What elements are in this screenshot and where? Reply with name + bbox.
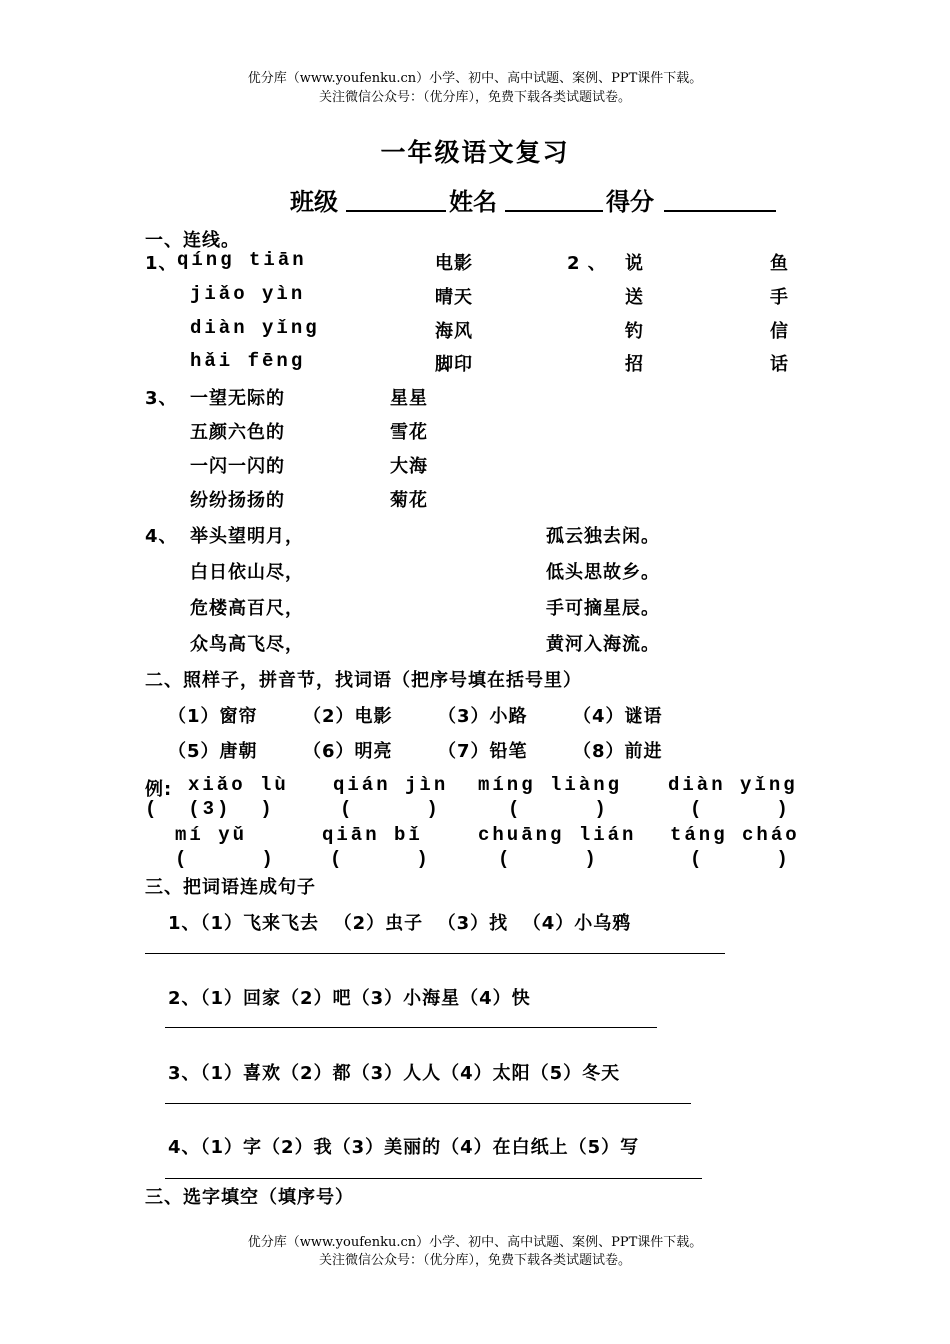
q2-right: 话: [770, 354, 789, 375]
answer-bracket[interactable]: ( ): [340, 798, 441, 820]
sentence-item: 4、（1）字（2）我（3）美丽的（4）在白纸上（5）写: [168, 1137, 640, 1158]
q4-number: 4、: [145, 526, 178, 547]
q3-right: 星星: [390, 388, 428, 409]
q1-word: 海风: [435, 321, 473, 342]
word-option: （1）窗帘: [168, 706, 258, 727]
name-label: 姓名: [449, 188, 497, 216]
q3-left: 一望无际的: [190, 388, 285, 409]
q2-left: 送: [625, 287, 644, 308]
q2-left: 招: [625, 354, 644, 375]
answer-line[interactable]: [165, 1178, 702, 1179]
q3-right: 菊花: [390, 490, 428, 511]
q1-number: 1、: [145, 253, 178, 274]
answer-bracket[interactable]: ( ): [690, 798, 791, 820]
class-label: 班级: [290, 188, 338, 216]
answer-bracket[interactable]: ( ): [690, 848, 791, 870]
pinyin-item: mí yǔ: [175, 824, 248, 846]
answer-bracket[interactable]: ( ): [508, 798, 609, 820]
score-label: 得分: [606, 188, 654, 216]
q4-right: 黄河入海流。: [546, 634, 660, 655]
class-blank[interactable]: [346, 210, 446, 212]
answer-bracket[interactable]: ( ): [498, 848, 599, 870]
section2-heading: 二、照样子，拼音节，找词语（把序号填在括号里）: [145, 670, 582, 691]
page-footer-line1: 优分库（www.youfenku.cn）小学、初中、高中试题、案例、PPT课件下载。: [247, 1235, 703, 1250]
q3-right: 大海: [390, 456, 428, 477]
answer-line[interactable]: [165, 1027, 657, 1028]
q4-left: 白日依山尽，: [190, 562, 304, 583]
answer-line[interactable]: [165, 1103, 691, 1104]
q2-number: 2 、: [567, 253, 607, 274]
answer-line[interactable]: [145, 953, 725, 954]
sentence-item: 1、（1）飞来飞去 （2）虫子 （3）找 （4）小乌鸦: [168, 913, 632, 934]
q1-word: 脚印: [435, 354, 473, 375]
word-option: （3）小路: [438, 706, 528, 727]
page-header-line2: 关注微信公众号：（优分库），免费下载各类试题试卷。: [318, 90, 631, 105]
page-header-line1: 优分库（www.youfenku.cn）小学、初中、高中试题、案例、PPT课件下载。: [247, 71, 703, 86]
section1-heading: 一、连线。: [145, 230, 240, 251]
q2-right: 鱼: [770, 253, 789, 274]
q1-pinyin: qíng tiān: [177, 249, 307, 271]
sentence-item: 3、（1）喜欢（2）都（3）人人（4）太阳（5）冬天: [168, 1063, 621, 1084]
q1-pinyin: hǎi fēng: [190, 350, 306, 372]
q2-left: 钓: [625, 321, 644, 342]
q4-left: 举头望明月，: [190, 526, 304, 547]
section3-heading: 三、把词语连成句子: [145, 877, 316, 898]
answer-bracket[interactable]: ( ): [175, 848, 276, 870]
q2-right: 手: [770, 287, 789, 308]
word-option: （8）前进: [573, 741, 663, 762]
word-option: （7）铅笔: [438, 741, 528, 762]
q2-left: 说: [625, 253, 644, 274]
word-option: （5）唐朝: [168, 741, 258, 762]
q3-left: 纷纷扬扬的: [190, 490, 285, 511]
q3-left: 五颜六色的: [190, 422, 285, 443]
q4-left: 危楼高百尺，: [190, 598, 304, 619]
pinyin-item: míng liàng: [478, 774, 623, 796]
score-blank[interactable]: [664, 210, 776, 212]
q3-left: 一闪一闪的: [190, 456, 285, 477]
q4-right: 低头思故乡。: [546, 562, 660, 583]
q3-right: 雪花: [390, 422, 428, 443]
word-option: （2）电影: [303, 706, 393, 727]
pinyin-item: qiān bǐ: [322, 824, 423, 846]
q1-word: 晴天: [435, 287, 473, 308]
answer-bracket[interactable]: ( ): [330, 848, 431, 870]
q4-right: 孤云独去闲。: [546, 526, 660, 547]
q1-pinyin: diàn yǐng: [190, 317, 320, 339]
q1-pinyin: jiǎo yìn: [190, 283, 306, 305]
q2-right: 信: [770, 321, 789, 342]
sentence-item: 2、（1）回家（2）吧（3）小海星（4）快: [168, 988, 531, 1009]
answer-bracket[interactable]: ( (3) ): [145, 798, 275, 820]
q1-word: 电影: [435, 253, 473, 274]
section4-heading: 三、选字填空（填序号）: [145, 1187, 354, 1208]
word-option: （4）谜语: [573, 706, 663, 727]
word-option: （6）明亮: [303, 741, 393, 762]
q3-number: 3、: [145, 388, 178, 409]
q4-right: 手可摘星辰。: [546, 598, 660, 619]
pinyin-item: qián jìn: [333, 774, 449, 796]
pinyin-item: xiǎo lù: [188, 774, 289, 796]
pinyin-item: diàn yǐng: [668, 774, 798, 796]
name-blank[interactable]: [505, 210, 603, 212]
page-footer-line2: 关注微信公众号：（优分库），免费下载各类试题试卷。: [318, 1253, 631, 1268]
q4-left: 众鸟高飞尽，: [190, 634, 304, 655]
pinyin-item: táng cháo: [670, 824, 800, 846]
page-title: 一年级语文复习: [380, 138, 570, 167]
pinyin-item: chuāng lián: [478, 824, 637, 846]
example-label: 例:: [145, 779, 173, 800]
